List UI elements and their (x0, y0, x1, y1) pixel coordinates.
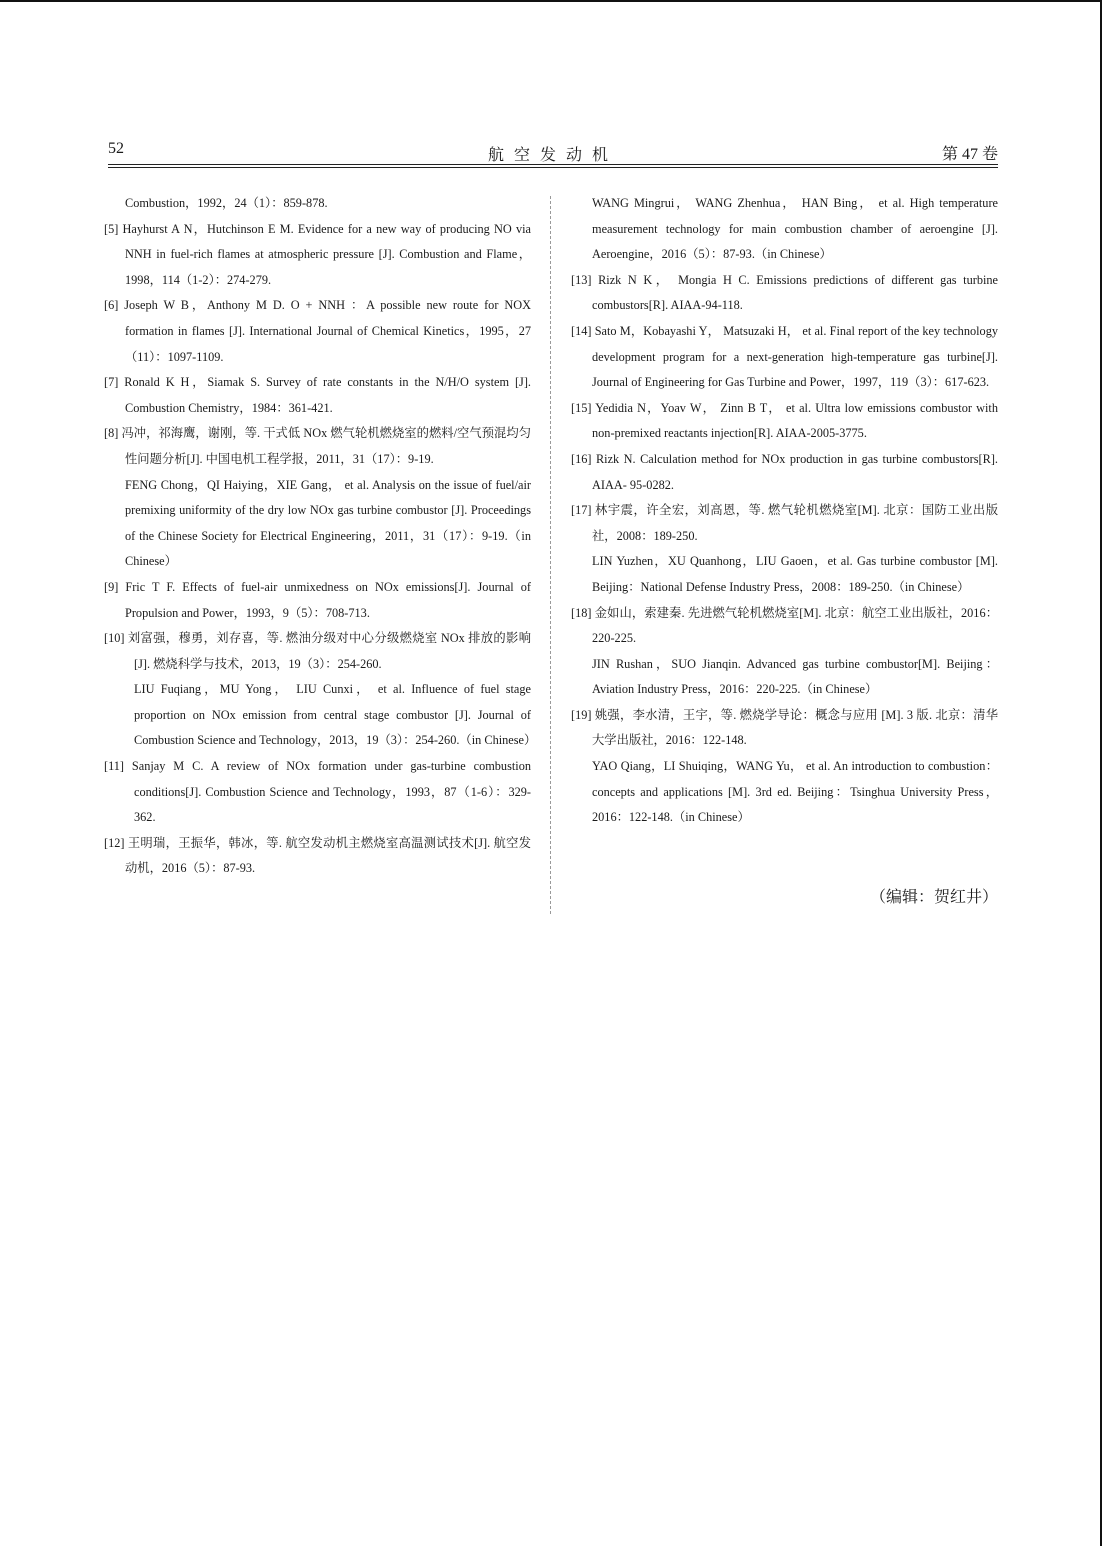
reference-entry: FENG Chong，QI Haiying，XIE Gang， et al. Analysis on the issue of fuel/air premixing uniformity of the dry low NOx gas turbine combustor [J]. Proceedings of the Chinese Society for Electrical Engineering，2011，31（17）：9-19.（in Chinese） (125, 477, 531, 569)
header-rule-secondary (108, 167, 998, 168)
reference-entry: [8] 冯冲，祁海鹰，谢刚，等. 干式低 NOx 燃气轮机燃烧室的燃料/空气预混均匀性问题分析[J]. 中国电机工程学报，2011，31（17）：9-19. (104, 426, 531, 466)
reference-entry: [16] Rizk N. Calculation method for NOx production in gas turbine combustors[R]. AIAA- 95-0282. (571, 451, 998, 492)
reference-entry: [6] Joseph W B，Anthony M D. O + NNH ：A possible new route for NOX formation in flames [J]. International Journal of Chemical Kinetics，1995，27（11）：1097-1109. (104, 298, 531, 364)
references-right-column (571, 191, 998, 831)
reference-entry: [9] Fric T F. Effects of fuel-air unmixedness on NOx emissions[J]. Journal of Propulsion and Power，1993，9（5）：708-713. (104, 579, 531, 620)
reference-entry: [17] 林宇震，许全宏，刘高恩，等. 燃气轮机燃烧室[M]. 北京：国防工业出版社，2008：189-250. (571, 503, 998, 543)
reference-entry: LIN Yuzhen，XU Quanhong，LIU Gaoen，et al. Gas turbine combustor [M]. Beijing：National Defense Industry Press，2008：189-250.（in Chinese） (592, 554, 998, 594)
reference-entry: [13] Rizk N K， Mongia H C. Emissions predictions of different gas turbine combustors[R]. AIAA-94-118. (571, 272, 998, 313)
header-rule (108, 164, 998, 165)
reference-entry: [7] Ronald K H，Siamak S. Survey of rate constants in the N/H/O system [J]. Combustion Chemistry，1984：361-421. (104, 375, 531, 415)
reference-entry: [18] 金如山，索建秦. 先进燃气轮机燃烧室[M]. 北京：航空工业出版社，2016：220-225. (571, 605, 998, 646)
reference-entry: JIN Rushan，SUO Jianqin. Advanced gas turbine combustor[M]. Beijing：Aviation Industry Press，2016：220-225.（in Chinese） (592, 656, 998, 697)
references-left-column (104, 191, 537, 882)
reference-entry: [10] 刘富强，穆勇，刘存喜，等. 燃油分级对中心分级燃烧室 NOx 排放的影响[J]. 燃烧科学与技术，2013，19（3）：254-260. (104, 631, 531, 671)
volume-label: 第 47 卷 (941, 146, 998, 163)
editor-note: （编辑：贺红井） (869, 889, 998, 906)
page-edge-top (0, 0, 1102, 2)
reference-entry: [5] Hayhurst A N，Hutchinson E M. Evidence for a new way of producing NO via NNH in fuel-rich flames at atmospheric pressure [J]. Combustion and Flame，1998，114（1-2）：274-279. (104, 221, 531, 287)
reference-entry: [15] Yedidia N，Yoav W， Zinn B T， et al. Ultra low emissions combustor with non-premixed reactants injection[R]. AIAA-2005-3775. (571, 400, 998, 441)
reference-entry: YAO Qiang，LI Shuiqing，WANG Yu， et al. An introduction to combustion： concepts and applications [M]. 3rd ed. Beijing：Tsinghua University Press，2016：122-148.（in Chinese） (592, 759, 998, 825)
column-divider (550, 196, 551, 914)
reference-entry: LIU Fuqiang，MU Yong， LIU Cunxi， et al. Influence of fuel stage proportion on NOx emission from central stage combustor [J]. Journal of Combustion Science and Technology，2013，19（3）：254-260.（in Chinese） (134, 682, 537, 748)
reference-entry: [12] 王明瑞，王振华，韩冰，等. 航空发动机主燃烧室高温测试技术[J]. 航空发动机，2016（5）：87-93. (104, 835, 531, 876)
reference-entry: [11] Sanjay M C. A review of NOx formation under gas-turbine combustion conditions[J]. Combustion Science and Technology，1993，87（1-6）：329-362. (104, 759, 531, 825)
reference-entry: WANG Mingrui， WANG Zhenhua， HAN Bing， et al. High temperature measurement technology for main combustion chamber of aeroengine [J]. Aeroengine，2016（5）：87-93.（in Chinese） (592, 196, 998, 262)
reference-entry: [14] Sato M，Kobayashi Y， Matsuzaki H， et al. Final report of the key technology development program for a next-generation high-temperature gas turbine[J]. Journal of Engineering for Gas Turbine and Power，1997，119（3）：617-623. (571, 323, 998, 390)
journal-title: 航空发动机 (487, 147, 618, 164)
reference-entry: Combustion，1992，24（1）：859-878. (125, 196, 328, 210)
running-header (108, 140, 998, 164)
reference-entry: [19] 姚强，李水清，王宇，等. 燃烧学导论：概念与应用 [M]. 3 版. 北京：清华大学出版社，2016：122-148. (571, 707, 998, 748)
page-number: 52 (108, 140, 124, 157)
